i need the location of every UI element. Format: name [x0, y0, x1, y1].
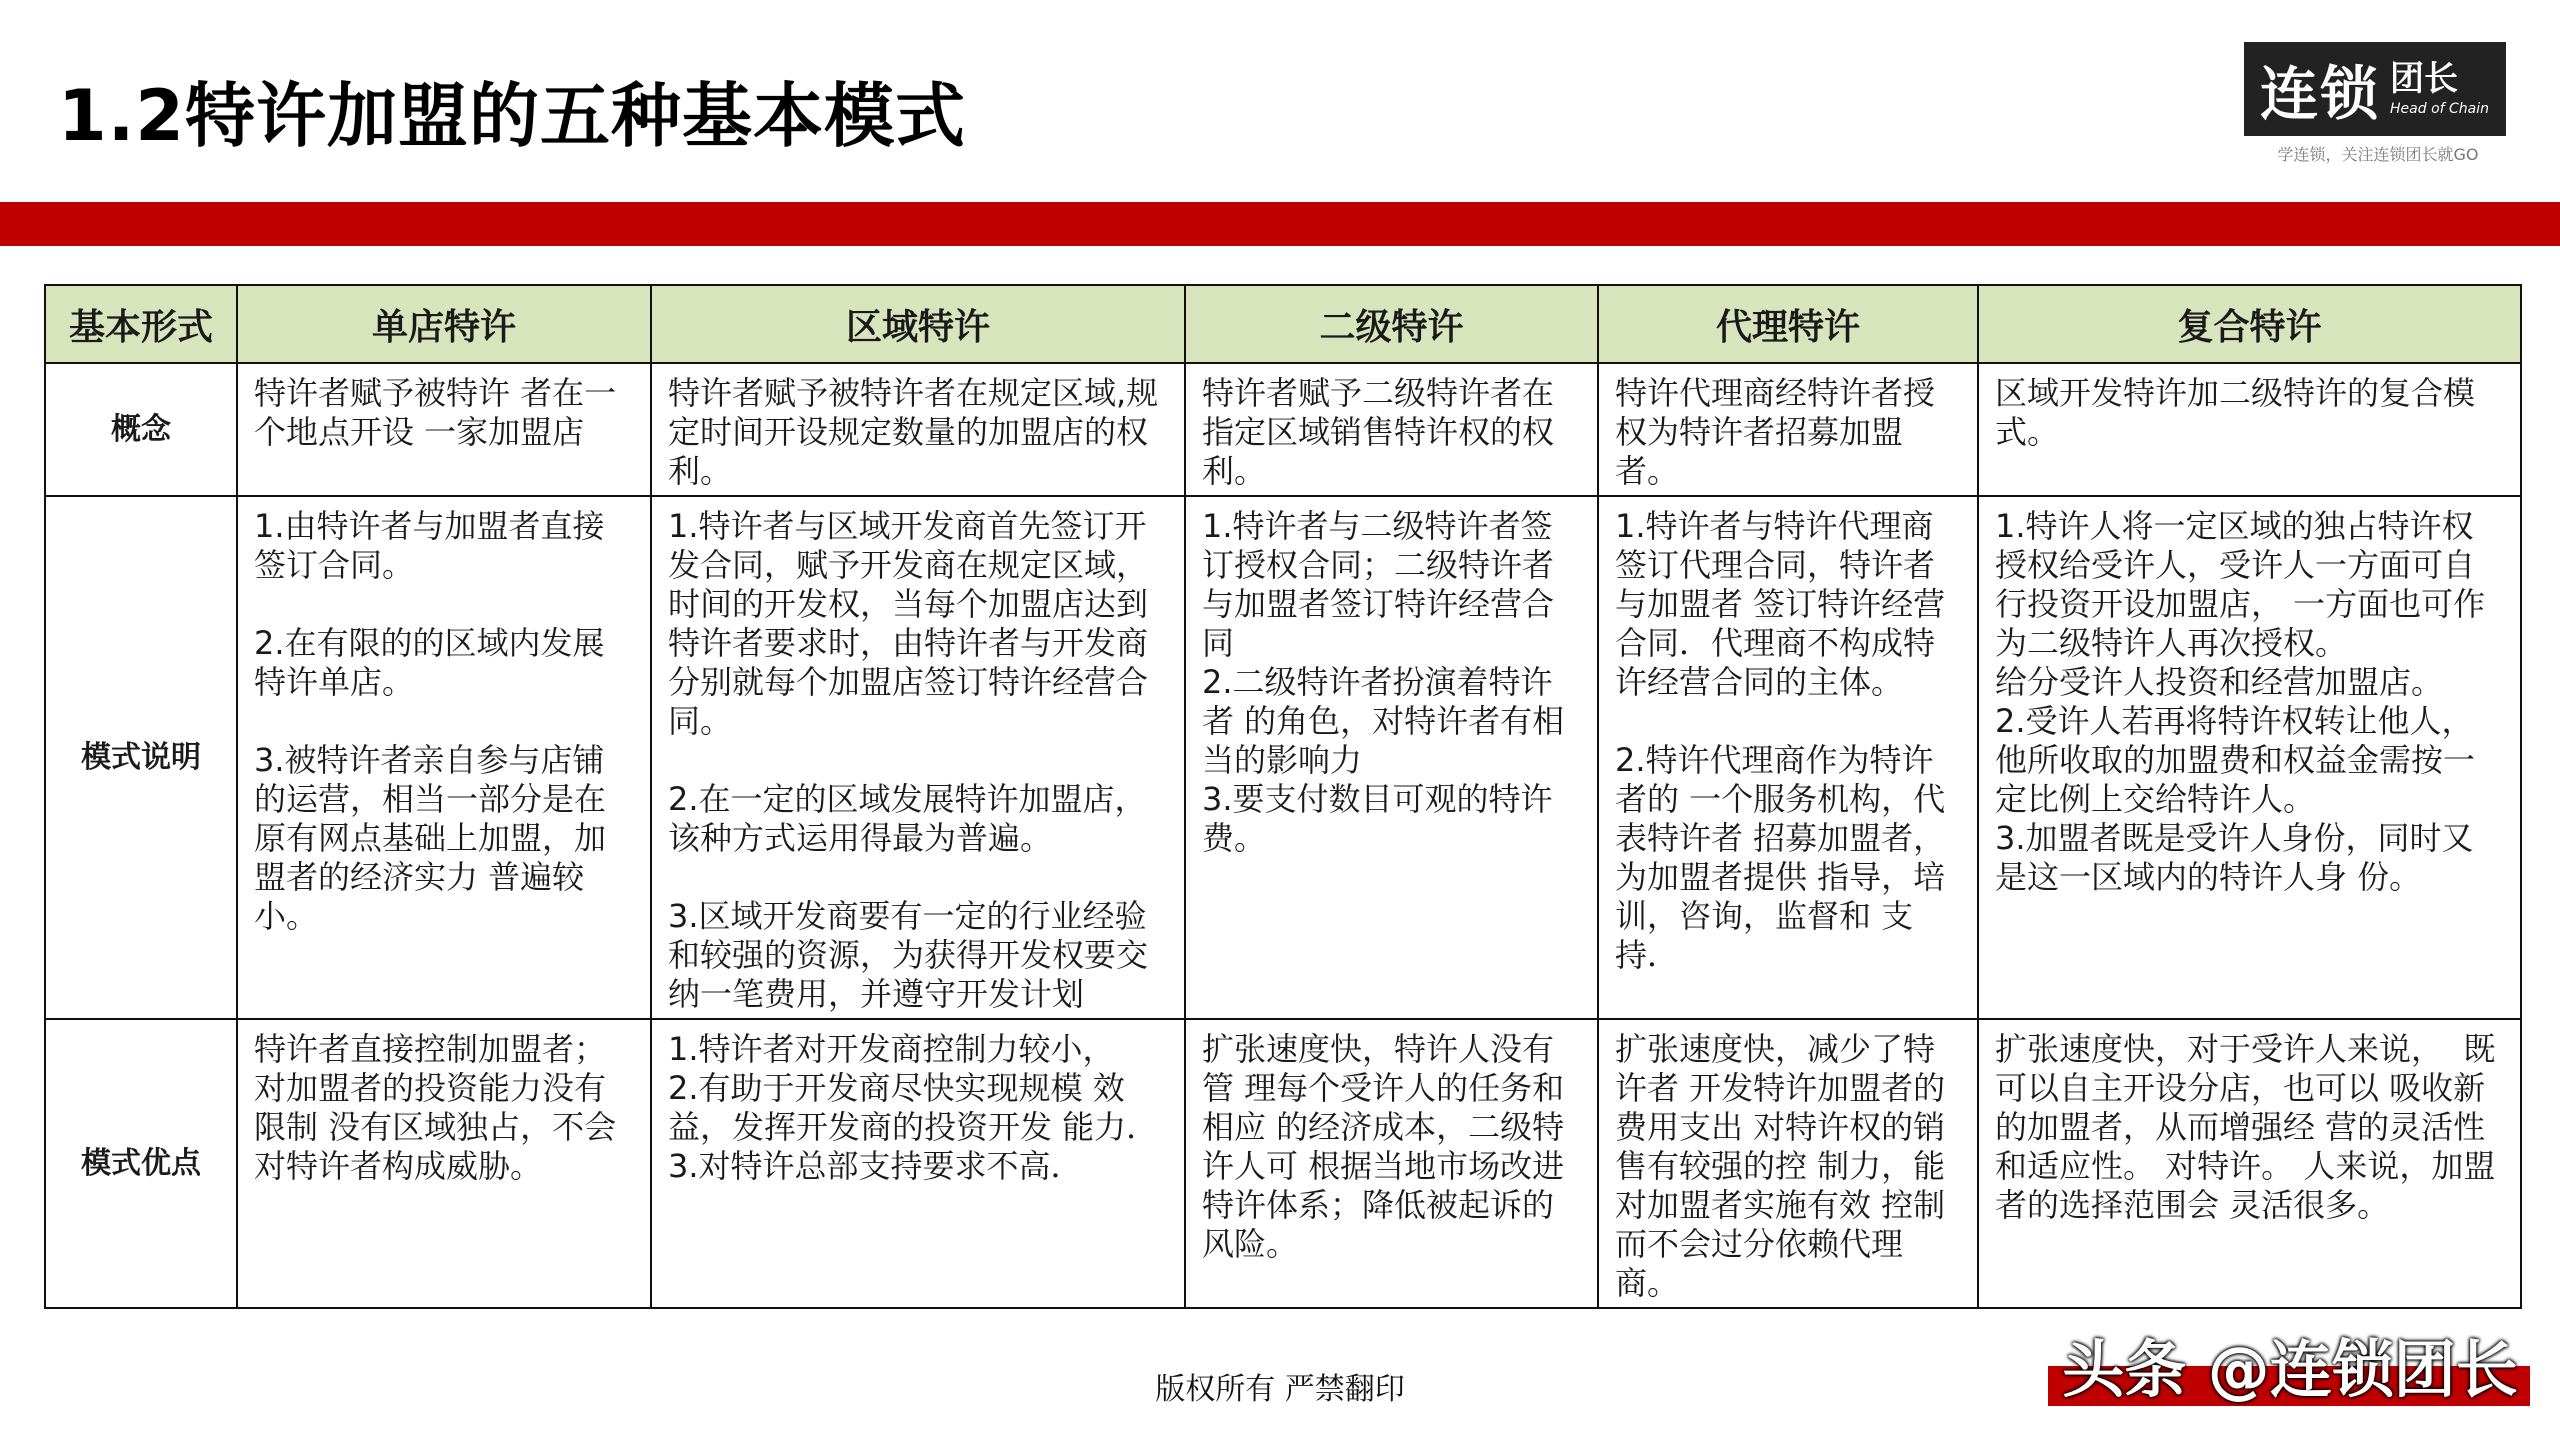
header-cell-secondary: 二级特许: [1185, 285, 1598, 363]
header-cell-basic-form: 基本形式: [45, 285, 237, 363]
logo-side: [2390, 59, 2490, 117]
table-cell: 特许者赋予被特许 者在一个地点开设 一家加盟店: [237, 363, 651, 496]
header-cell-agency: 代理特许: [1598, 285, 1978, 363]
table-cell: 1.由特许者与加盟者直接签订合同。 2.在有限的的区域内发展特许单店。 3.被特许者亲自参与店铺的运营，相当一部分是在原有网点基础上加盟，加盟者的经济实力 普遍较小。: [237, 496, 651, 1019]
table-cell: 特许者赋予二级特许者在指定区域销售特许权的权利。: [1185, 363, 1598, 496]
page-title: 1.2特许加盟的五种基本模式: [58, 75, 967, 157]
header-cell-composite: 复合特许: [1978, 285, 2521, 363]
table-cell: 扩张速度快，减少了特许者 开发特许加盟者的费用支出 对特许权的销售有较强的控 制力，能对加盟者实施有效 控制而不会过分依赖代理商。: [1598, 1019, 1978, 1308]
table-cell: 扩张速度快，对于受许人来说， 既可以自主开设分店，也可以 吸收新的加盟者，从而增强经 营的灵活性和适应性。 对特许。 人来说，加盟者的选择范围会 灵活很多。: [1978, 1019, 2521, 1308]
row-label-advantages: 模式优点: [45, 1019, 237, 1308]
table-cell: 区域开发特许加二级特许的复合模式。: [1978, 363, 2521, 496]
header-cell-single-store: 单店特许: [237, 285, 651, 363]
table-cell: 特许者赋予被特许者在规定区域,规定时间开设规定数量的加盟店的权利。: [651, 363, 1185, 496]
logo-side-en: Head of Chain: [2390, 101, 2490, 117]
table-row-advantages: [45, 1019, 2521, 1308]
row-label-description: 模式说明: [45, 496, 237, 1019]
logo-main-text: 连锁: [2260, 60, 2381, 128]
table-cell: 扩张速度快，特许人没有管 理每个受许人的任务和相应 的经济成本，二级特许人可 根据当地市场改进特许体系；降低被起诉的风险。: [1185, 1019, 1598, 1308]
table-cell: 特许者直接控制加盟者；对加盟者的投资能力没有限制 没有区域独占，不会对特许者构成威胁。: [237, 1019, 651, 1308]
row-label-concept: 概念: [45, 363, 237, 496]
table-header-row: [45, 285, 2521, 363]
table-cell: 1.特许者与特许代理商签订代理合同，特许者与加盟者 签订特许经营合同．代理商不构成特许经营合同的主体。 2.特许代理商作为特许者的 一个服务机构，代表特许者 招募加盟者，为加盟者提供 指导，培训，咨询，监督和 支持．: [1598, 496, 1978, 1019]
table-cell: 1.特许者与区域开发商首先签订开发合同，赋予开发商在规定区域，时间的开发权，当每个加盟店达到特许者要求时，由特许者与开发商分别就每个加盟店签订特许经营合同。 2.在一定的区域发展特许加盟店，该种方式运用得最为普遍。 3.区域开发商要有一定的行业经验和较强的资源，为获得开发权要交纳一笔费用，并遵守开发计划: [651, 496, 1185, 1019]
table-row-concept: [45, 363, 2521, 496]
table-cell: 1.特许者与二级特许者签订授权合同；二级特许者与加盟者签订特许经营合同 2.二级特许者扮演着特许者 的角色，对特许者有相当的影响力 3.要支付数目可观的特许费。: [1185, 496, 1598, 1019]
table-cell: 1.特许者对开发商控制力较小， 2.有助于开发商尽快实现规模 效益，发挥开发商的投资开发 能力． 3.对特许总部支持要求不高．: [651, 1019, 1185, 1308]
header-cell-regional: 区域特许: [651, 285, 1185, 363]
watermark-text: 头条 @连锁团长: [2062, 1333, 2518, 1406]
copyright-footer: 版权所有 严禁翻印: [1155, 1372, 1405, 1407]
franchise-modes-table: [44, 284, 2522, 1309]
brand-logo: [2244, 42, 2506, 136]
title-divider-bar: [0, 202, 2560, 246]
table-cell: 1.特许人将一定区域的独占特许权授权给受许人，受许人一方面可自行投资开设加盟店， 一方面也可作为二级特许人再次授权。 给分受许人投资和经营加盟店。 2.受许人若再将特许权转让他人，他所收取的加盟费和权益金需按一定比例上交给特许人。 3.加盟者既是受许人身份，同时又是这一区域内的特许人身 份。: [1978, 496, 2521, 1019]
logo-slogan: 学连锁，关注连锁团长就GO: [2277, 145, 2479, 164]
table-cell: 特许代理商经特许者授权为特许者招募加盟者。: [1598, 363, 1978, 496]
logo-side-cn: 团长: [2390, 59, 2459, 99]
table-row-description: [45, 496, 2521, 1019]
